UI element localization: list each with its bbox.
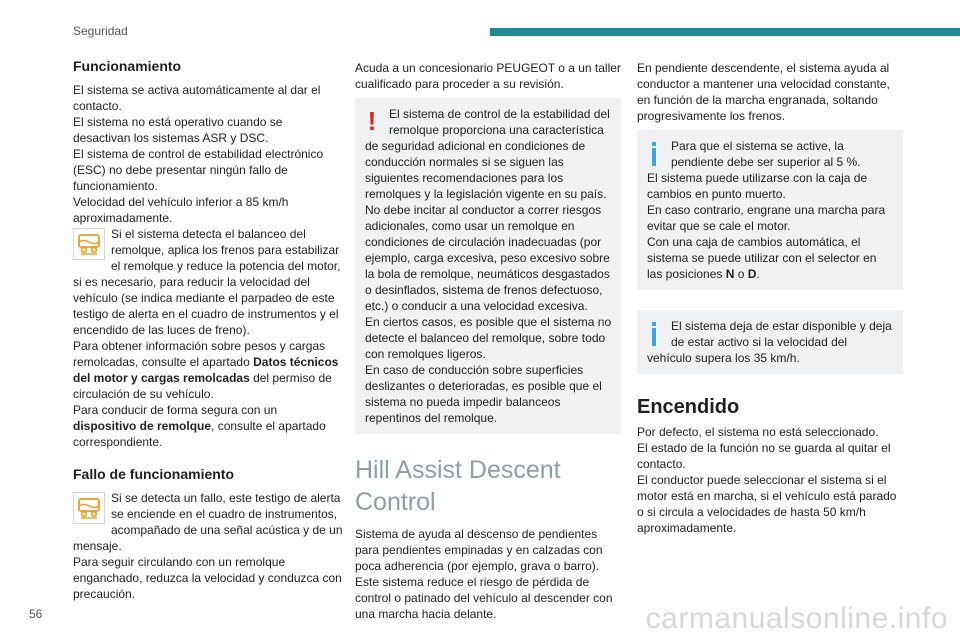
paragraph: El sistema deja de estar disponible y deja de estar activo si la velocidad del vehículo supera los 35 km/h. bbox=[647, 319, 892, 365]
gear-position-d: D bbox=[747, 267, 757, 281]
warning-note bbox=[355, 98, 621, 434]
info-icon bbox=[647, 140, 661, 168]
paragraph-dispositivo bbox=[73, 402, 343, 450]
paragraph: Para que el sistema se active, la pendiente debe ser superior al 5 %. bbox=[671, 139, 861, 169]
text: del permiso de circulación de su vehículo. bbox=[73, 371, 332, 401]
heading-funcionamiento: Funcionamiento bbox=[73, 58, 182, 74]
paragraph: En caso de conducción sobre superficies deslizantes o deterioradas, es posible que el sistema no pueda impedir balanceos repentinos del remolque. bbox=[365, 363, 602, 425]
paragraph: El sistema no está operativo cuando se desactivan los sistemas ASR y DSC. bbox=[73, 115, 283, 145]
text: . bbox=[756, 267, 760, 281]
text: Para obtener información sobre pesos y cargas remolcadas, consulte el apartado bbox=[73, 339, 326, 369]
paragraph: El sistema puede utilizarse con la caja de cambios en punto muerto. bbox=[647, 171, 868, 201]
paragraph: El sistema de control de estabilidad electrónico (ESC) no debe presentar ningún fallo de funcionamiento. bbox=[73, 147, 324, 193]
paragraph: El conductor puede seleccionar el sistema si el motor está en marcha, si el vehículo está parado o si circula a velocidades de hasta 50 km/h aproximadamente. bbox=[637, 473, 897, 535]
page-number: 56 bbox=[29, 607, 43, 621]
gear-position-n: N bbox=[725, 267, 735, 281]
header-section: Seguridad bbox=[73, 24, 128, 38]
paragraph: Si se detecta un fallo, este testigo de alerta se enciende en el cuadro de instrumentos, acompañado de una señal acústica y de un mensaje. bbox=[73, 491, 343, 553]
heading-encendido: Encendido bbox=[637, 396, 740, 418]
icon-paragraph bbox=[73, 490, 343, 554]
heading-fallo: Fallo de funcionamiento bbox=[73, 466, 235, 482]
paragraph: Para seguir circulando con un remolque enganchado, reduzca la velocidad y conduzca con precaución. bbox=[73, 555, 342, 601]
trailer-stability-warning-icon bbox=[73, 228, 105, 260]
info-note bbox=[637, 130, 903, 290]
paragraph: Si el sistema detecta el balanceo del remolque, aplica los frenos para estabilizar el remolque y reduce la potencia del motor, si es necesario, para reducir la velocidad del vehículo (se indica mediante el parpadeo de este testigo de alerta en el cuadro de instrumentos y el encendido de las luces de freno). bbox=[73, 227, 341, 337]
paragraph: Este sistema reduce el riesgo de pérdida de control o patinado del vehículo al descender con una marcha hacia delante. bbox=[355, 575, 613, 621]
paragraph: En pendiente descendente, el sistema ayuda al conductor a mantener una velocidad constante, en función de la marcha engranada, soltando progresivamente los frenos. bbox=[637, 61, 890, 123]
paragraph: Acuda a un concesionario PEUGEOT o a un taller cualificado para proceder a su revisión. bbox=[355, 61, 621, 91]
paragraph: El sistema de control de la estabilidad del remolque proporciona una característica de seguridad adicional en condiciones de conducción normales si se siguen las siguientes recomendaciones para los remolques y la legislación vigente en su país. No debe incitar al conductor a correr riesgos adicionales, como usar un remolque en condiciones de circulación inadecuadas (por ejemplo, carga excesiva, peso excesivo sobre la bola de remolque, neumáticos desgastados o desinflados, sistema de frenos defectuoso, etc.) o conducir a una velocidad excesiva. bbox=[365, 107, 610, 313]
paragraph-pesos bbox=[73, 338, 343, 402]
column-2 bbox=[355, 60, 621, 622]
watermark: carmanualsonline.info bbox=[645, 602, 948, 635]
column-1 bbox=[73, 56, 343, 602]
paragraph-selector bbox=[647, 234, 895, 282]
header-accent-bar bbox=[490, 28, 960, 36]
paragraph: Por defecto, el sistema no está seleccionado. bbox=[637, 425, 879, 439]
text: Con una caja de cambios automática, el sistema se puede utilizar con el selector en las posiciones bbox=[647, 235, 877, 281]
paragraph: El sistema se activa automáticamente al dar el contacto. bbox=[73, 83, 321, 113]
icon-paragraph bbox=[73, 226, 343, 338]
column-3 bbox=[637, 60, 903, 536]
link-text-datos-tecnicos: Datos técnicos del motor y cargas remolcadas bbox=[73, 355, 339, 385]
paragraph: Velocidad del vehículo inferior a 85 km/h aproximadamente. bbox=[73, 195, 289, 225]
text: o bbox=[734, 267, 748, 281]
text: , consulte el apartado correspondiente. bbox=[73, 419, 326, 449]
trailer-stability-warning-icon bbox=[73, 492, 105, 524]
paragraph: En ciertos casos, es posible que el sistema no detecte el balanceo del remolque, sobre todo con remolques ligeros. bbox=[365, 315, 612, 361]
info-icon bbox=[647, 320, 661, 348]
warning-exclamation-icon: ! bbox=[367, 106, 377, 136]
info-note bbox=[637, 310, 903, 374]
text: Para conducir de forma segura con un bbox=[73, 403, 278, 417]
heading-hill-assist: Hill Assist Descent Control bbox=[355, 456, 561, 516]
paragraph: Sistema de ayuda al descenso de pendientes para pendientes empinadas y en calzadas con poca adherencia (por ejemplo, grava o barro). bbox=[355, 527, 603, 573]
paragraph: El estado de la función no se guarda al quitar el contacto. bbox=[637, 441, 891, 471]
paragraph: En caso contrario, engrane una marcha para evitar que se cale el motor. bbox=[647, 203, 886, 233]
link-text-dispositivo-remolque: dispositivo de remolque bbox=[73, 419, 212, 433]
